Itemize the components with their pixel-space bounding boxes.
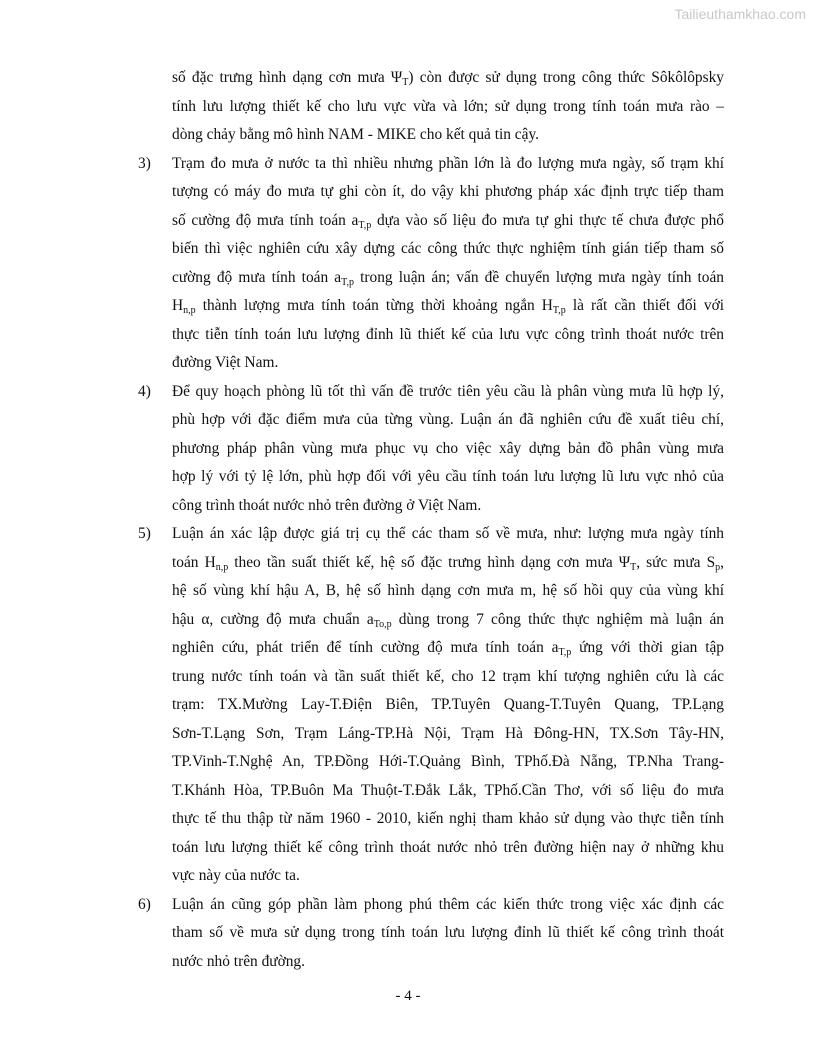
text-line: thực tiễn tính toán lưu lượng đỉnh lũ thiết kế của lưu vực công trình thoát nước trên — [172, 325, 724, 343]
text-line: tham số về mưa sử dụng trong tính toán lưu lượng đỉnh lũ thiết kế công trình thoát — [172, 924, 724, 941]
text-line: Sơn-T.Lạng Sơn, Trạm Láng-TP.Hà Nội, Trạm Hà Đông-HN, TX.Sơn Tây-HN, — [172, 724, 724, 742]
text-line: tính lưu lượng thiết kế cho lưu vực vừa và lớn; sử dụng trong tính toán mưa rào – — [172, 97, 724, 115]
list-item-number: 5) — [138, 525, 151, 542]
text-line: T.Khánh Hòa, TP.Buôn Ma Thuột-T.Đắk Lắk, TPhố.Cần Thơ, với số liệu đo mưa — [172, 781, 724, 799]
text-line: TP.Vinh-T.Nghệ An, TP.Đồng Hới-T.Quảng Bình, TPhố.Đà Nẵng, TP.Nha Trang- — [172, 753, 724, 770]
text-line: phù hợp với đặc điểm mưa của từng vùng. Luận án đã nghiên cứu đề xuất tiêu chí, — [172, 411, 724, 428]
text-line: cường độ mưa tính toán $a_{T,p}$ trong luận án; vấn đề chuyển lượng mưa ngày tính toán — [172, 268, 725, 288]
text-line: Luận án cũng góp phần làm phong phú thêm các kiến thức trong việc xác định các — [172, 895, 724, 913]
text-line: $H_{n,p}$ thành lượng mưa tính toán từng thời khoảng ngắn $H_{T,p}$ là rất cần thiết đối với — [172, 297, 724, 316]
text-line: Luận án xác lập được giá trị cụ thể các tham số về mưa, như: lượng mưa ngày tính — [172, 525, 724, 542]
text-line: nghiên cứu, phát triển để tính cường độ mưa tính toán $a_{T,p}$ ứng với thời gian tập — [172, 639, 724, 658]
list-item — [138, 891, 724, 977]
list-item — [138, 150, 724, 378]
text-line: phương pháp phân vùng mưa phục vụ cho việc xây dựng bản đồ phân vùng mưa — [172, 439, 724, 457]
text-line: toán lưu lượng thiết kế công trình thoát nước nhỏ trên đường hiện nay ở những khu — [172, 838, 724, 856]
text-line: tượng có máy đo mưa tự ghi còn ít, do vậy khi phương pháp xác định trực tiếp tham — [172, 183, 724, 200]
text-line: trung nước tính toán và tần suất thiết kế, cho 12 trạm khí tượng nghiên cứu là các — [172, 667, 724, 685]
text-line: số đặc trưng hình dạng cơn mưa $\Psi_T$) còn được sử dụng trong công thức Sôkôlôpsky — [172, 69, 724, 88]
list-item — [138, 520, 724, 891]
text-line: trạm: TX.Mường Lay-T.Điện Biên, TP.Tuyên Quang-T.Tuyên Quang, TP.Lạng — [172, 696, 724, 713]
intro-paragraph — [138, 64, 724, 150]
text-line: công trình thoát nước nhỏ trên đường ở Việt Nam. — [172, 496, 482, 514]
page-number: - 4 - — [395, 988, 421, 1004]
watermark: Tailieuthamkhao.com — [674, 6, 806, 22]
text-line: Để quy hoạch phòng lũ tốt thì vấn đề trước tiên yêu cầu là phân vùng mưa lũ hợp lý, — [172, 382, 724, 400]
list-item-number: 3) — [138, 154, 151, 172]
list-item-number: 4) — [138, 382, 151, 400]
text-line: Trạm đo mưa ở nước ta thì nhiều nhưng phần lớn là đo lượng mưa ngày, số trạm khí — [172, 154, 724, 172]
text-line: biến thì việc nghiên cứu xây dựng các công thức thực nghiệm tính gián tiếp tham số — [172, 240, 724, 257]
text-line: đường Việt Nam. — [172, 354, 279, 371]
text-line: toán $H_{n,p}$ theo tần suất thiết kế, hệ số đặc trưng hình dạng cơn mưa $\Psi_T$, sức mưa $S_p$, — [172, 553, 724, 573]
text-line: thực tế thu thập từ năm 1960 - 2010, kiến nghị tham khảo sử dụng vào thực tiễn tính — [172, 810, 724, 827]
page-body — [138, 64, 724, 976]
text-line: dòng chảy bằng mô hình NAM - MIKE cho kết quả tin cậy. — [172, 126, 540, 143]
text-line: vực này của nước ta. — [172, 867, 300, 884]
text-line: hệ số vùng khí hậu A, B, hệ số hình dạng cơn mưa m, hệ số hồi quy của vùng khí — [172, 582, 724, 599]
text-line: nước nhỏ trên đường. — [172, 952, 305, 970]
text-line: số cường độ mưa tính toán $a_{T,p}$ dựa vào số liệu đo mưa tự ghi thực tế chưa được phổ — [172, 211, 725, 231]
text-line: hậu α, cường độ mưa chuẩn $a_{To,p}$ dùng trong 7 công thức thực nghiệm mà luận án — [172, 610, 724, 630]
numbered-list — [138, 150, 724, 977]
text-line: hợp lý với tỷ lệ lớn, phù hợp đối với yêu cầu tính toán lưu lượng lũ lưu vực nhỏ của — [172, 468, 724, 485]
list-item — [138, 378, 724, 521]
list-item-number: 6) — [138, 895, 151, 913]
